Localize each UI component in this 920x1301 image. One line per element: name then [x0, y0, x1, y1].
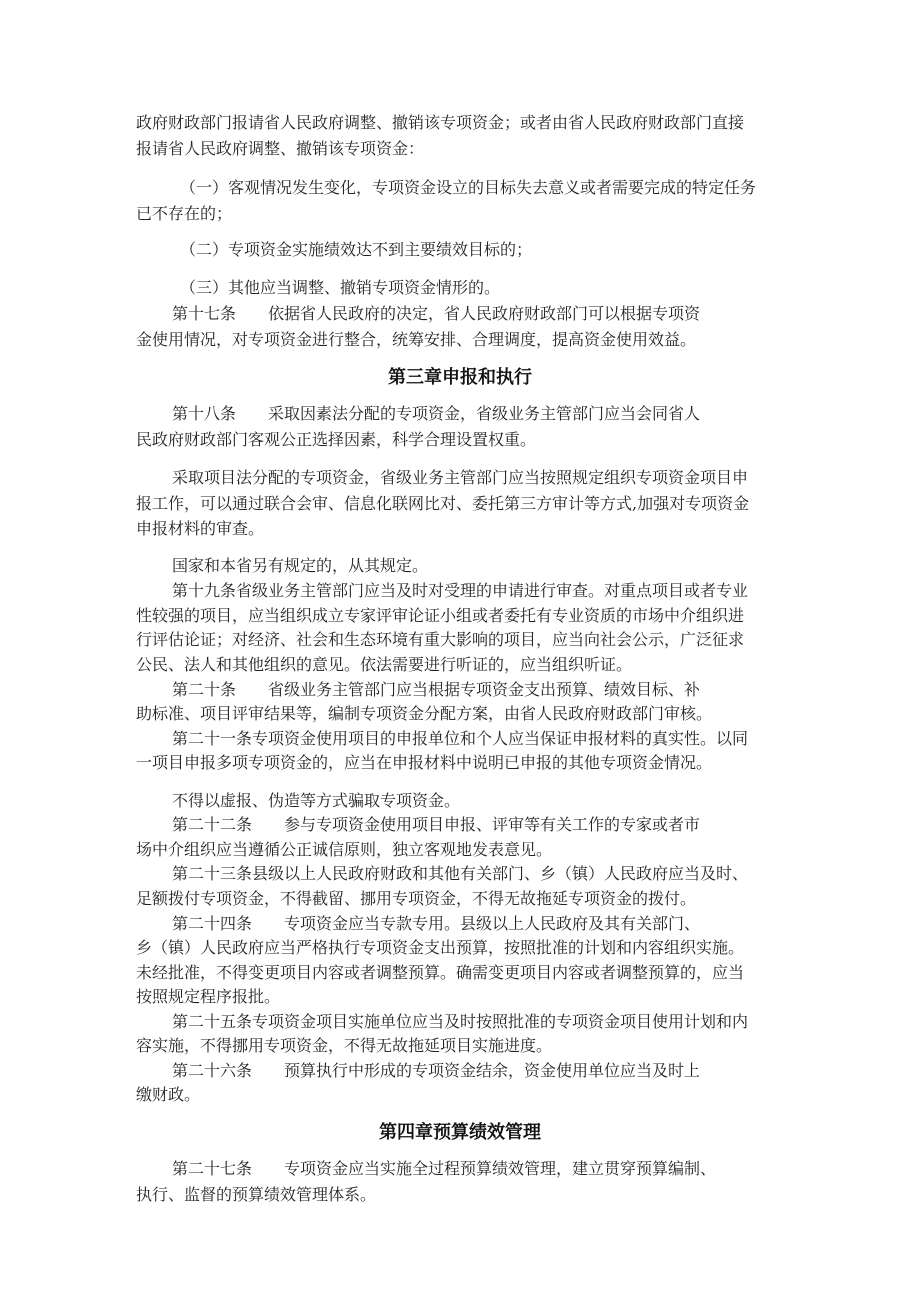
chapter-heading: 第三章申报和执行	[388, 367, 532, 388]
paragraph-line: 容实施，不得挪用专项资金，不得无故拖延项目实施进度。	[136, 1036, 553, 1055]
paragraph-line: 公民、法人和其他组织的意见。依法需要进行听证的，应当组织听证。	[136, 655, 633, 674]
paragraph-line: 执行、监督的预算绩效管理体系。	[136, 1185, 377, 1204]
paragraph-line: 申报材料的审查。	[136, 519, 265, 538]
paragraph-line: 行评估论证；对经济、社会和生态环境有重大影响的项目，应当向社会公示，广泛征求	[136, 630, 745, 649]
paragraph-line: 第二十一条专项资金使用项目的申报单位和个人应当保证申报材料的真实性。以同	[172, 729, 749, 748]
paragraph-line: （二）专项资金实施绩效达不到主要绩效目标的；	[180, 240, 533, 259]
paragraph-line: 采取项目法分配的专项资金，省级业务主管部门应当按照规定组织专项资金项目申	[172, 468, 749, 487]
paragraph-line: 缴财政。	[136, 1085, 201, 1104]
paragraph-line: 已不存在的；	[136, 204, 233, 223]
paragraph-line: （一）客观情况发生变化，专项资金设立的目标失去意义或者需要完成的特定任务	[180, 178, 757, 197]
paragraph-line: 第二十六条 预算执行中形成的专项资金结余，资金使用单位应当及时上	[172, 1061, 701, 1080]
paragraph-line: 助标准、项目评审结果等，编制专项资金分配方案，由省人民政府财政部门审核。	[136, 704, 713, 723]
paragraph-line: 第二十二条 参与专项资金使用项目申报、评审等有关工作的专家或者市	[172, 815, 701, 834]
paragraph-line: 政府财政部门报请省人民政府调整、撤销该专项资金；或者由省人民政府财政部门直接	[136, 113, 745, 132]
paragraph-line: 第十九条省级业务主管部门应当及时对受理的申请进行审查。对重点项目或者专业	[172, 581, 749, 600]
paragraph-line: 第二十七条 专项资金应当实施全过程预算绩效管理，建立贯穿预算编制、	[172, 1159, 717, 1178]
paragraph-line: 场中介组织应当遵循公正诚信原则，独立客观地发表意见。	[136, 840, 553, 859]
paragraph-line: 一项目申报多项专项资金的，应当在申报材料中说明已申报的其他专项资金情况。	[136, 753, 713, 772]
paragraph-line: 第二十五条专项资金项目实施单位应当及时按照批准的专项资金项目使用计划和内	[172, 1012, 749, 1031]
paragraph-line: 国家和本省另有规定的，从其规定。	[172, 556, 429, 575]
paragraph-line: （三）其他应当调整、撤销专项资金情形的。	[180, 278, 501, 297]
paragraph-line: 报工作，可以通过联合会审、信息化联网比对、委托第三方审计等方式,加强对专项资金	[136, 494, 750, 513]
paragraph-line: 第二十三条县级以上人民政府财政和其他有关部门、乡（镇）人民政府应当及时、	[172, 864, 749, 883]
paragraph-line: 第十八条 采取因素法分配的专项资金，省级业务主管部门应当会同省人	[172, 404, 701, 423]
chapter-heading: 第四章预算绩效管理	[379, 1122, 541, 1143]
paragraph-line: 民政府财政部门客观公正选择因素，科学合理设置权重。	[136, 430, 537, 449]
paragraph-line: 第二十条 省级业务主管部门应当根据专项资金支出预算、绩效目标、补	[172, 680, 701, 699]
paragraph-line: 乡（镇）人民政府应当严格执行专项资金支出预算，按照批准的计划和内容组织实施。	[136, 938, 745, 957]
paragraph-line: 第十七条 依据省人民政府的决定，省人民政府财政部门可以根据专项资	[172, 304, 701, 323]
paragraph-line: 报请省人民政府调整、撤销该专项资金：	[136, 139, 425, 158]
paragraph-line: 金使用情况，对专项资金进行整合，统筹安排、合理调度，提高资金使用效益。	[136, 330, 697, 349]
paragraph-line: 未经批准，不得变更项目内容或者调整预算。确需变更项目内容或者调整预算的，应当	[136, 963, 745, 982]
paragraph-line: 性较强的项目，应当组织成立专家评审论证小组或者委托有专业资质的市场中介组织进	[136, 606, 745, 625]
paragraph-line: 足额拨付专项资金，不得截留、挪用专项资金，不得无故拖延专项资金的拨付。	[136, 889, 697, 908]
paragraph-line: 按照规定程序报批。	[136, 987, 281, 1006]
paragraph-line: 不得以虚报、伪造等方式骗取专项资金。	[172, 791, 461, 810]
paragraph-line: 第二十四条 专项资金应当专款专用。县级以上人民政府及其有关部门、	[172, 914, 701, 933]
